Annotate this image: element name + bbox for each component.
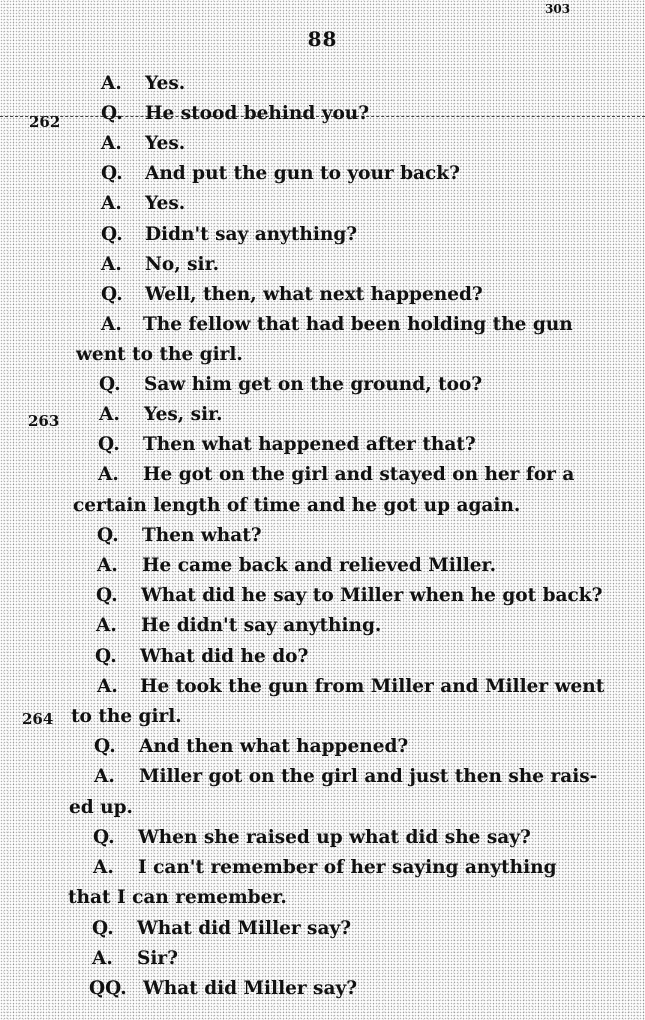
transcript-line xyxy=(69,797,133,819)
line-text: He didn't say anything. xyxy=(141,615,382,636)
transcript-line xyxy=(96,615,381,637)
speaker-label: Q. xyxy=(101,224,123,245)
speaker-label: Q. xyxy=(93,827,115,848)
speaker-label: A. xyxy=(97,555,118,576)
page-number: 88 xyxy=(307,27,338,51)
transcript-line xyxy=(95,646,308,668)
transcript-line xyxy=(76,344,243,366)
line-text: went to the girl. xyxy=(76,344,243,365)
line-text: He got on the girl and stayed on her for a xyxy=(143,464,575,485)
speaker-label: Q. xyxy=(101,103,123,124)
speaker-label: A. xyxy=(101,133,122,154)
transcript-line xyxy=(101,284,483,306)
speaker-label: A. xyxy=(101,254,122,275)
transcript-line xyxy=(101,193,185,215)
speaker-label: Q. xyxy=(95,646,117,667)
line-text: ed up. xyxy=(69,797,133,818)
speaker-label: A. xyxy=(98,464,119,485)
line-text: Sir? xyxy=(137,948,178,969)
transcript-line xyxy=(101,133,185,155)
speaker-label: QQ. xyxy=(89,978,127,999)
speaker-label: Q. xyxy=(92,918,114,939)
line-text: Then what? xyxy=(142,525,262,546)
speaker-label: Q. xyxy=(101,163,123,184)
margin-number: 262 xyxy=(29,113,61,131)
line-text: Well, then, what next happened? xyxy=(145,284,483,305)
line-text: When she raised up what did she say? xyxy=(138,827,531,848)
line-text: He took the gun from Miller and Miller went xyxy=(140,676,605,697)
speaker-label: Q. xyxy=(94,736,116,757)
line-text: What did Miller say? xyxy=(137,918,352,939)
speaker-label: A. xyxy=(99,404,120,425)
speaker-label: A. xyxy=(94,766,115,787)
line-text: Saw him get on the ground, too? xyxy=(144,374,483,395)
transcript-line xyxy=(101,163,460,185)
line-text: He stood behind you? xyxy=(145,103,370,124)
line-text: What did he do? xyxy=(140,646,309,667)
transcript-line xyxy=(68,887,287,909)
margin-number: 263 xyxy=(28,412,60,430)
speaker-label: A. xyxy=(92,948,113,969)
line-text: Then what happened after that? xyxy=(143,434,476,455)
speaker-label: Q. xyxy=(97,525,119,546)
transcript-line xyxy=(96,585,602,607)
transcript-line xyxy=(93,857,557,879)
speaker-label: Q. xyxy=(98,434,120,455)
line-text: I can't remember of her saying anything xyxy=(138,857,557,878)
speaker-label: A. xyxy=(97,676,118,697)
line-text: Yes. xyxy=(145,133,186,154)
corner-mark: 303 xyxy=(545,2,571,16)
transcript-line xyxy=(98,434,476,456)
transcript-line xyxy=(94,766,597,788)
line-text: Miller got on the girl and just then she rais- xyxy=(139,766,598,787)
transcript-line xyxy=(99,374,482,396)
transcript-line xyxy=(97,555,496,577)
line-text: to the girl. xyxy=(71,706,182,727)
transcript-line xyxy=(101,314,573,336)
transcript-line xyxy=(92,918,351,940)
transcript-line xyxy=(93,827,531,849)
speaker-label: A. xyxy=(101,73,122,94)
speaker-label: A. xyxy=(93,857,114,878)
line-text: No, sir. xyxy=(145,254,220,275)
speaker-label: Q. xyxy=(96,585,118,606)
speaker-label: A. xyxy=(96,615,117,636)
line-text: What did Miller say? xyxy=(143,978,358,999)
speaker-label: Q. xyxy=(101,284,123,305)
line-text: What did he say to Miller when he got back? xyxy=(141,585,603,606)
transcript-line xyxy=(71,706,182,728)
transcript-line xyxy=(97,676,604,698)
margin-number: 264 xyxy=(22,710,54,728)
speaker-label: A. xyxy=(101,314,122,335)
transcript-line xyxy=(101,254,219,276)
line-text: Yes, sir. xyxy=(144,404,223,425)
line-text: Didn't say anything? xyxy=(145,224,358,245)
line-text: He came back and relieved Miller. xyxy=(142,555,497,576)
transcript-line xyxy=(101,224,357,246)
line-text: that I can remember. xyxy=(68,887,287,908)
line-text: Yes. xyxy=(145,73,186,94)
speaker-label: Q. xyxy=(99,374,121,395)
line-text: The fellow that had been holding the gun xyxy=(143,314,573,335)
transcript-line xyxy=(89,978,357,1000)
line-text: Yes. xyxy=(145,193,186,214)
line-text: And then what happened? xyxy=(139,736,409,757)
line-text: And put the gun to your back? xyxy=(145,163,460,184)
transcript-line xyxy=(99,404,223,426)
transcript-line xyxy=(101,73,185,95)
transcript-line xyxy=(92,948,178,970)
transcript-line xyxy=(98,464,574,486)
speaker-label: A. xyxy=(101,193,122,214)
transcript-line xyxy=(94,736,408,758)
transcript-line xyxy=(97,525,262,547)
transcript-line xyxy=(101,103,369,125)
transcript-line xyxy=(73,495,520,517)
line-text: certain length of time and he got up again. xyxy=(73,495,521,516)
